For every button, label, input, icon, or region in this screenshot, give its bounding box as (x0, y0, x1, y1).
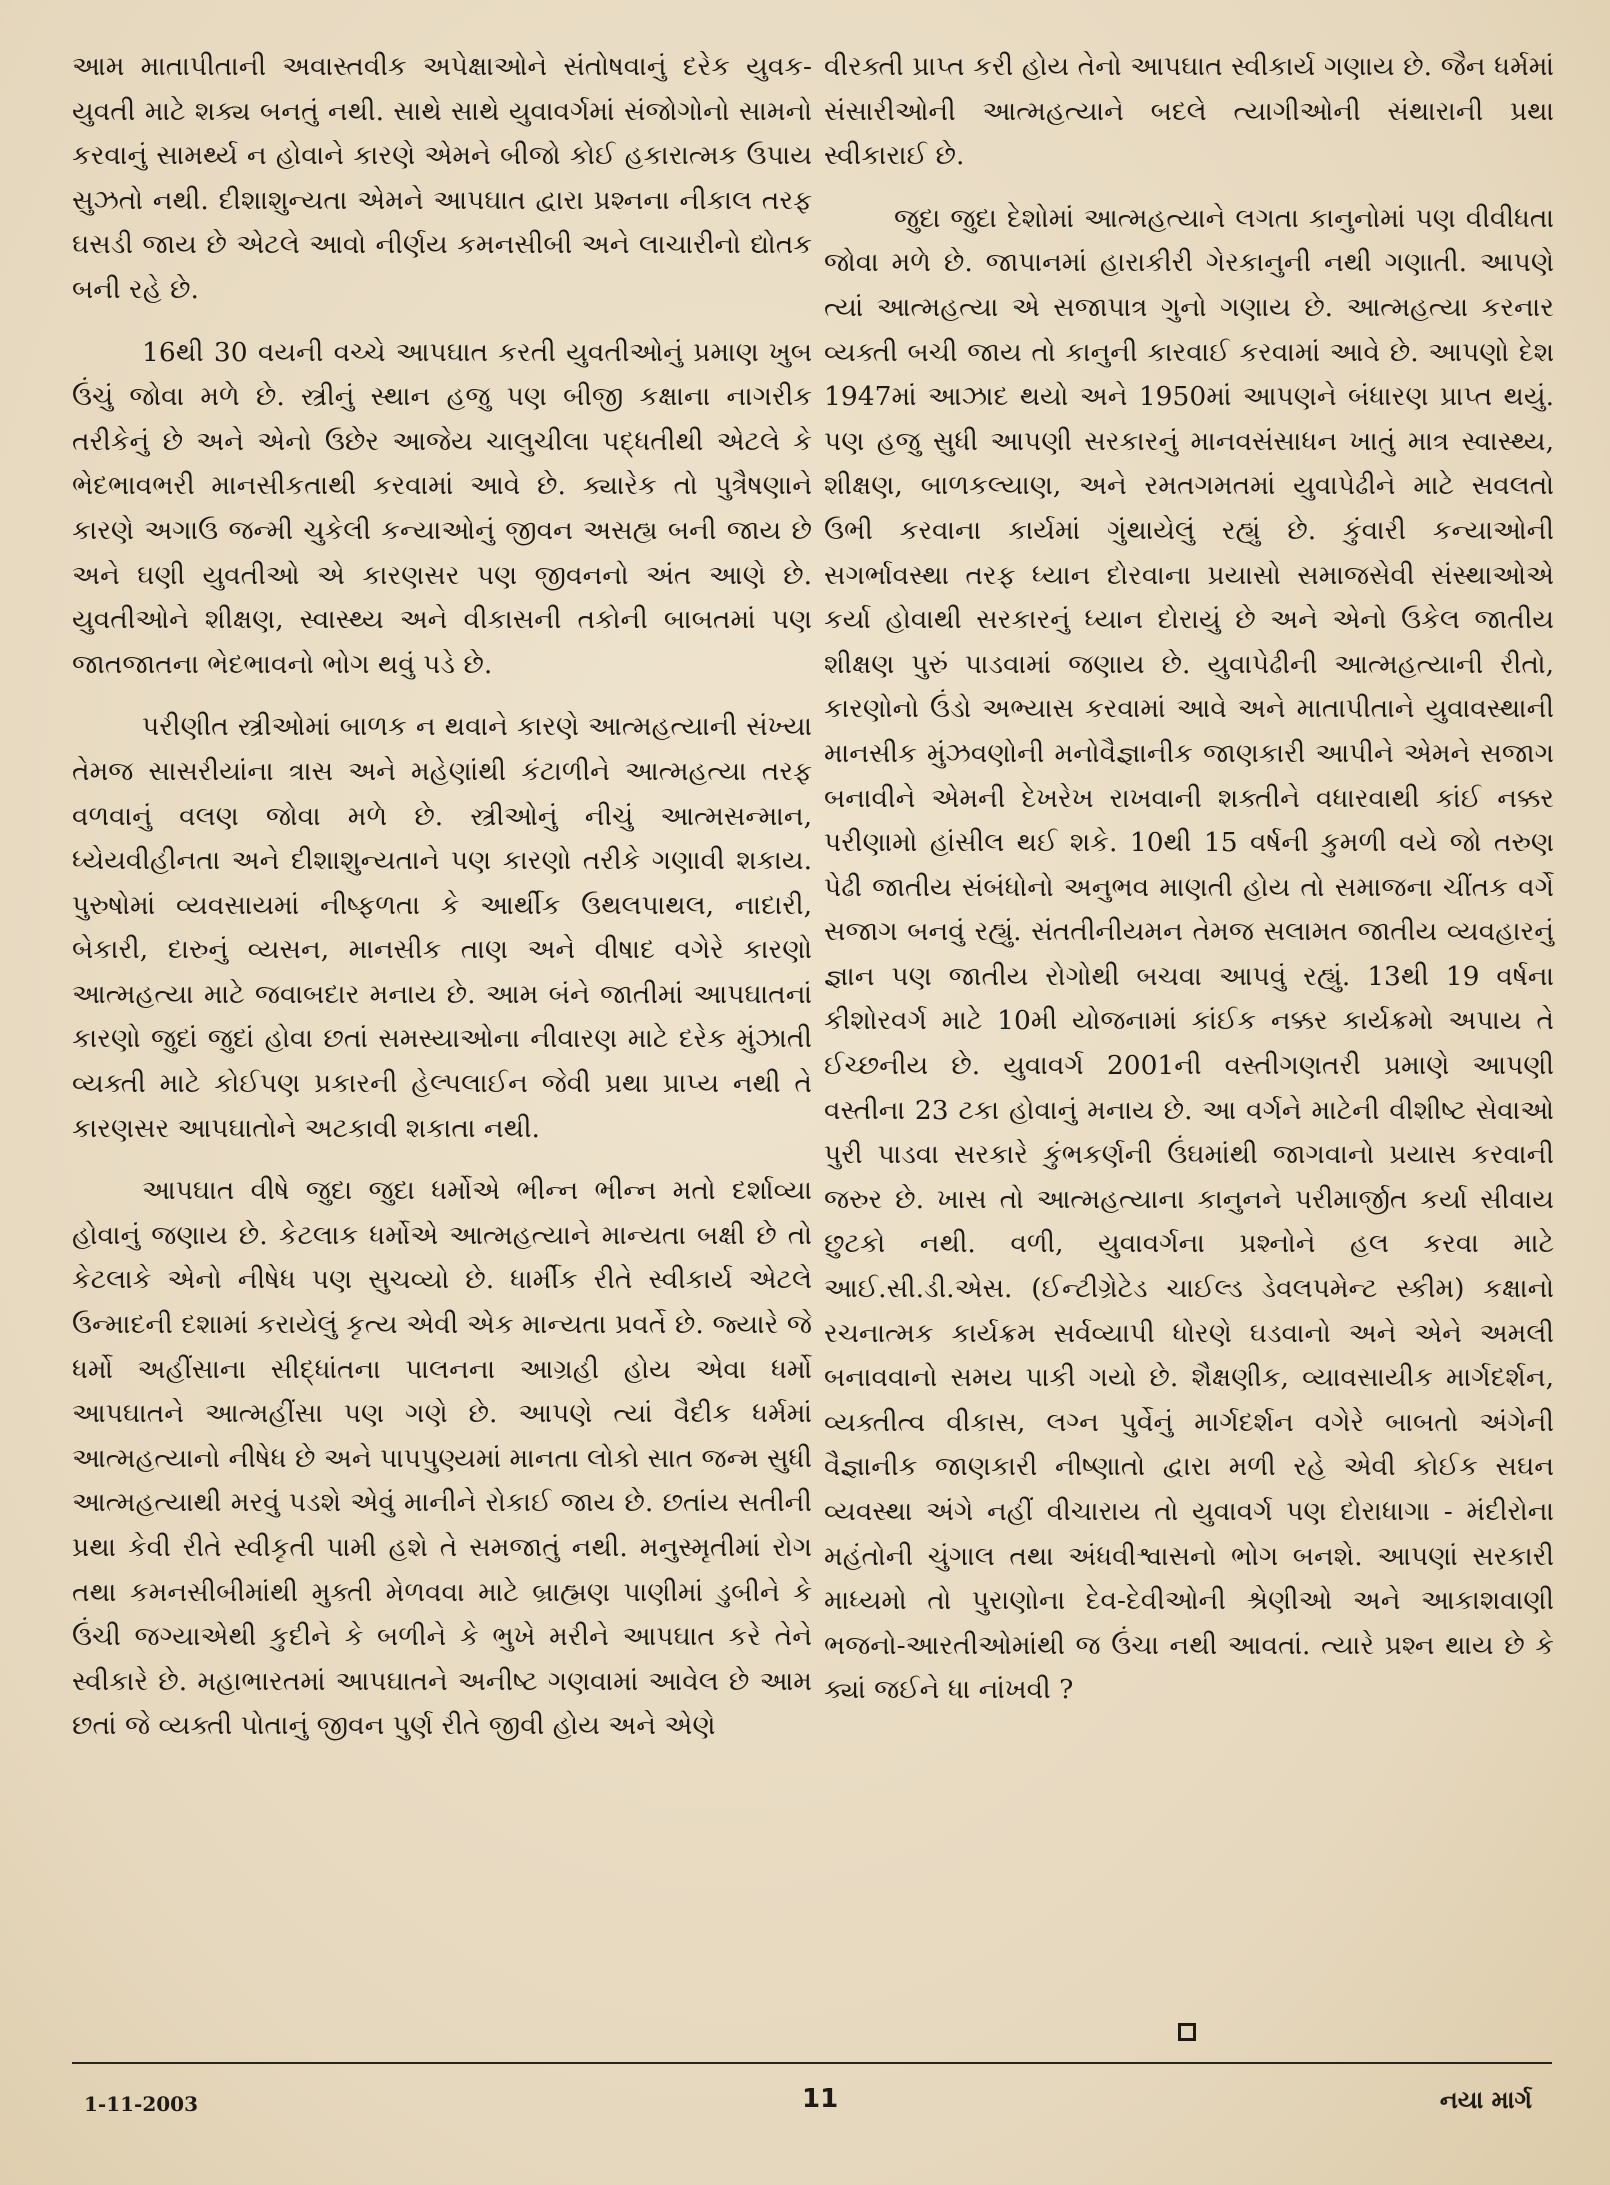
magazine-title: નયા માર્ગ (1439, 2086, 1532, 2114)
footer-divider (72, 2062, 1552, 2064)
page-footer (72, 2080, 1552, 2120)
paragraph: 16થી 30 વયની વચ્ચે આપઘાત કરતી યુવતીઓનું પ્રમાણ ખુબ ઉંચું જોવા મળે છે. સ્ત્રીનું સ્થાન હજુ પણ બીજી કક્ષાના નાગરીક તરીકેનું છે અને એનો ઉછેર આજેય ચાલુચીલા પદ્ધતીથી એટલે કે ભેદભાવભરી માનસીકતાથી કરવામાં આવે છે. ક્યારેક તો પુત્રૈષણાને કારણે અગાઉ જન્મી ચુકેલી કન્યાઓનું જીવન અસહ્ય બની જાય છે અને ઘણી યુવતીઓ એ કારણસર પણ જીવનનો અંત આણે છે. યુવતીઓને શીક્ષણ, સ્વાસ્થ્ય અને વીકાસની તકોની બાબતમાં પણ જાતજાતના ભેદભાવનો ભોગ થવું પડે છે. (72, 336, 812, 680)
left-column (72, 45, 812, 1749)
end-of-article-square-icon (1178, 2023, 1196, 2041)
paragraph: જુદા જુદા દેશોમાં આત્મહત્યાને લગતા કાનુનોમાં પણ વીવીધતા જોવા મળે છે. જાપાનમાં હારાકીરી ગેરકાનુની નથી ગણાતી. આપણે ત્યાં આત્મહત્યા એ સજાપાત્ર ગુનો ગણાય છે. આત્મહત્યા કરનાર વ્યક્તી બચી જાય તો કાનુની કારવાઈ કરવામાં આવે છે. આપણો દેશ 1947માં આઝાદ થયો અને 1950માં આપણને બંધારણ પ્રાપ્ત થયું. પણ હજુ સુધી આપણી સરકારનું માનવસંસાધન ખાતું માત્ર સ્વાસ્થ્ય, શીક્ષણ, બાળકલ્યાણ, અને રમતગમતમાં યુવાપેઢીને માટે સવલતો ઉભી કરવાના કાર્યમાં ગુંથાયેલું રહ્યું છે. કુંવારી કન્યાઓની સગર્ભાવસ્થા તરફ ધ્યાન દોરવાના પ્રયાસો સમાજસેવી સંસ્થાઓએ કર્યા હોવાથી સરકારનું ધ્યાન દોરાયું છે અને એનો ઉકેલ જાતીય શીક્ષણ પુરું પાડવામાં જણાય છે. યુવાપેઢીની આત્મહત્યાની રીતો, કારણોનો ઉંડો અભ્યાસ કરવામાં આવે અને માતાપીતાને યુવાવસ્થાની માનસીક મુંઝવણોની મનોવૈજ્ઞાનીક જાણકારી આપીને એમને સજાગ બનાવીને એમની દેખરેખ રાખવાની શક્તીને વધારવાથી કાંઈ નક્કર પરીણામો હાંસીલ થઈ શકે. 10થી 15 વર્ષની કુમળી વયે જો તરુણ પેઢી જાતીય સંબંધોનો અનુભવ માણતી હોય તો સમાજના ચીંતક વર્ગે સજાગ બનવું રહ્યું. સંતતીનીયમન તેમજ સલામત જાતીય વ્યવહારનું જ્ઞાન પણ જાતીય રોગોથી બચવા આપવું રહ્યું. 13થી 19 વર્ષના કીશોરવર્ગ માટે 10મી યોજનામાં કાંઈક નક્કર કાર્યક્રમો અપાય તે ઈચ્છનીય છે. યુવાવર્ગ 2001ની વસ્તીગણતરી પ્રમાણે આપણી વસ્તીના 23 ટકા હોવાનું મનાય છે. આ વર્ગને માટેની વીશીષ્ટ સેવાઓ પુરી પાડવા સરકારે કુંભકર્ણની ઉંઘમાંથી જાગવાનો પ્રયાસ કરવાની જરુર છે. ખાસ તો આત્મહત્યાના કાનુનને પરીમાર્જીત કર્યા સીવાય છુટકો નથી. વળી, યુવાવર્ગના પ્રશ્નોને હલ કરવા માટે આઈ.સી.ડી.એસ. (ઈન્ટીગ્રેટેડ ચાઈલ્ડ ડેવલપમેન્ટ સ્કીમ) કક્ષાનો રચનાત્મક કાર્યક્રમ સર્વવ્યાપી ધોરણે ઘડવાનો અને એને અમલી બનાવવાનો સમય પાકી ગયો છે. શૈક્ષણીક, વ્યાવસાયીક માર્ગદર્શન, વ્યક્તીત્વ વીકાસ, લગ્ન પુર્વેનું માર્ગદર્શન વગેરે બાબતો અંગેની વૈજ્ઞાનીક જાણકારી નીષ્ણાતો દ્વારા મળી રહે એવી કોઈક સઘન વ્યવસ્થા અંગે નહીં વીચારાય તો યુવાવર્ગ પણ દોરાધાગા - મંદીરોના મહંતોની ચુંગાલ તથા અંધવીશ્વાસનો ભોગ બનશે. આપણાં સરકારી માધ્યમો તો પુરાણોના દેવ-દેવીઓની શ્રેણીઓ અને આકાશવાણી ભજનો-આરતીઓમાંથી જ ઉંચા નથી આવતાં. ત્યારે પ્રશ્ન થાય છે કે ક્યાં જઈને ધા નાંખવી ? (824, 202, 1554, 1706)
paragraph: વીરક્તી પ્રાપ્ત કરી હોય તેનો આપઘાત સ્વીકાર્ય ગણાય છે. જૈન ધર્મમાં સંસારીઓની આત્મહત્યાને બદલે ત્યાગીઓની સંથારાની પ્રથા સ્વીકારાઈ છે. (824, 51, 1554, 172)
right-column (824, 45, 1554, 1713)
issue-date: 1-11-2003 (84, 2092, 199, 2116)
page-number: 11 (802, 2084, 839, 2114)
paragraph: આમ માતાપીતાની અવાસ્તવીક અપેક્ષાઓને સંતોષવાનું દરેક યુવક-યુવતી માટે શક્ય બનતું નથી. સાથે સાથે યુવાવર્ગમાં સંજોગોનો સામનો કરવાનું સામર્થ્ય ન હોવાને કારણે એમને બીજો કોઈ હકારાત્મક ઉપાય સુઝતો નથી. દીશાશુન્યતા એમને આપઘાત દ્વારા પ્રશ્નના નીકાલ તરફ ઘસડી જાય છે એટલે આવો નીર્ણય કમનસીબી અને લાચારીનો દ્યોતક બની રહે છે. (72, 51, 812, 305)
article-body (72, 45, 1552, 2045)
paragraph: આપઘાત વીષે જુદા જુદા ધર્મોએ ભીન્ન ભીન્ન મતો દર્શાવ્યા હોવાનું જણાય છે. કેટલાક ધર્મોએ આત્મહત્યાને માન્યતા બક્ષી છે તો કેટલાકે એનો નીષેધ પણ સુચવ્યો છે. ધાર્મીક રીતે સ્વીકાર્ય એટલે ઉન્માદની દશામાં કરાયેલું કૃત્ય એવી એક માન્યતા પ્રવર્તે છે. જ્યારે જે ધર્મો અહીંસાના સીદ્ધાંતના પાલનના આગ્રહી હોય એવા ધર્મો આપઘાતને આત્મહીંસા પણ ગણે છે. આપણે ત્યાં વૈદીક ધર્મમાં આત્મહત્યાનો નીષેધ છે અને પાપપુણ્યમાં માનતા લોકો સાત જન્મ સુધી આત્મહત્યાથી મરવું પડશે એવું માનીને રોકાઈ જાય છે. છતાંય સતીની પ્રથા કેવી રીતે સ્વીકૃતી પામી હશે તે સમજાતું નથી. મનુસ્મૃતીમાં રોગ તથા કમનસીબીમાંથી મુક્તી મેળવવા માટે બ્રાહ્મણ પાણીમાં ડુબીને કે ઉંચી જગ્યાએથી કુદીને કે બળીને કે ભુખે મરીને આપઘાત કરે તેને સ્વીકારે છે. મહાભારતમાં આપઘાતને અનીષ્ટ ગણવામાં આવેલ છે આમ છતાં જે વ્યક્તી પોતાનું જીવન પુર્ણ રીતે જીવી હોય અને એણે (72, 1175, 812, 1742)
paragraph: પરીણીત સ્ત્રીઓમાં બાળક ન થવાને કારણે આત્મહત્યાની સંખ્યા તેમજ સાસરીયાંના ત્રાસ અને મહેણાંથી કંટાળીને આત્મહત્યા તરફ વળવાનું વલણ જોવા મળે છે. સ્ત્રીઓનું નીચું આત્મસન્માન, ધ્યેયવીહીનતા અને દીશાશુન્યતાને પણ કારણો તરીકે ગણાવી શકાય. પુરુષોમાં વ્યવસાયમાં નીષ્ફળતા કે આર્થીક ઉથલપાથલ, નાદારી, બેકારી, દારુનું વ્યસન, માનસીક તાણ અને વીષાદ વગેરે કારણો આત્મહત્યા માટે જવાબદાર મનાય છે. આમ બંને જાતીમાં આપઘાતનાં કારણો જુદાં જુદાં હોવા છતાં સમસ્યાઓના નીવારણ માટે દરેક મુંઝાતી વ્યક્તી માટે કોઈપણ પ્રકારની હેલ્પલાઈન જેવી પ્રથા પ્રાપ્ય નથી તે કારણસર આપઘાતોને અટકાવી શકાતા નથી. (72, 711, 812, 1144)
